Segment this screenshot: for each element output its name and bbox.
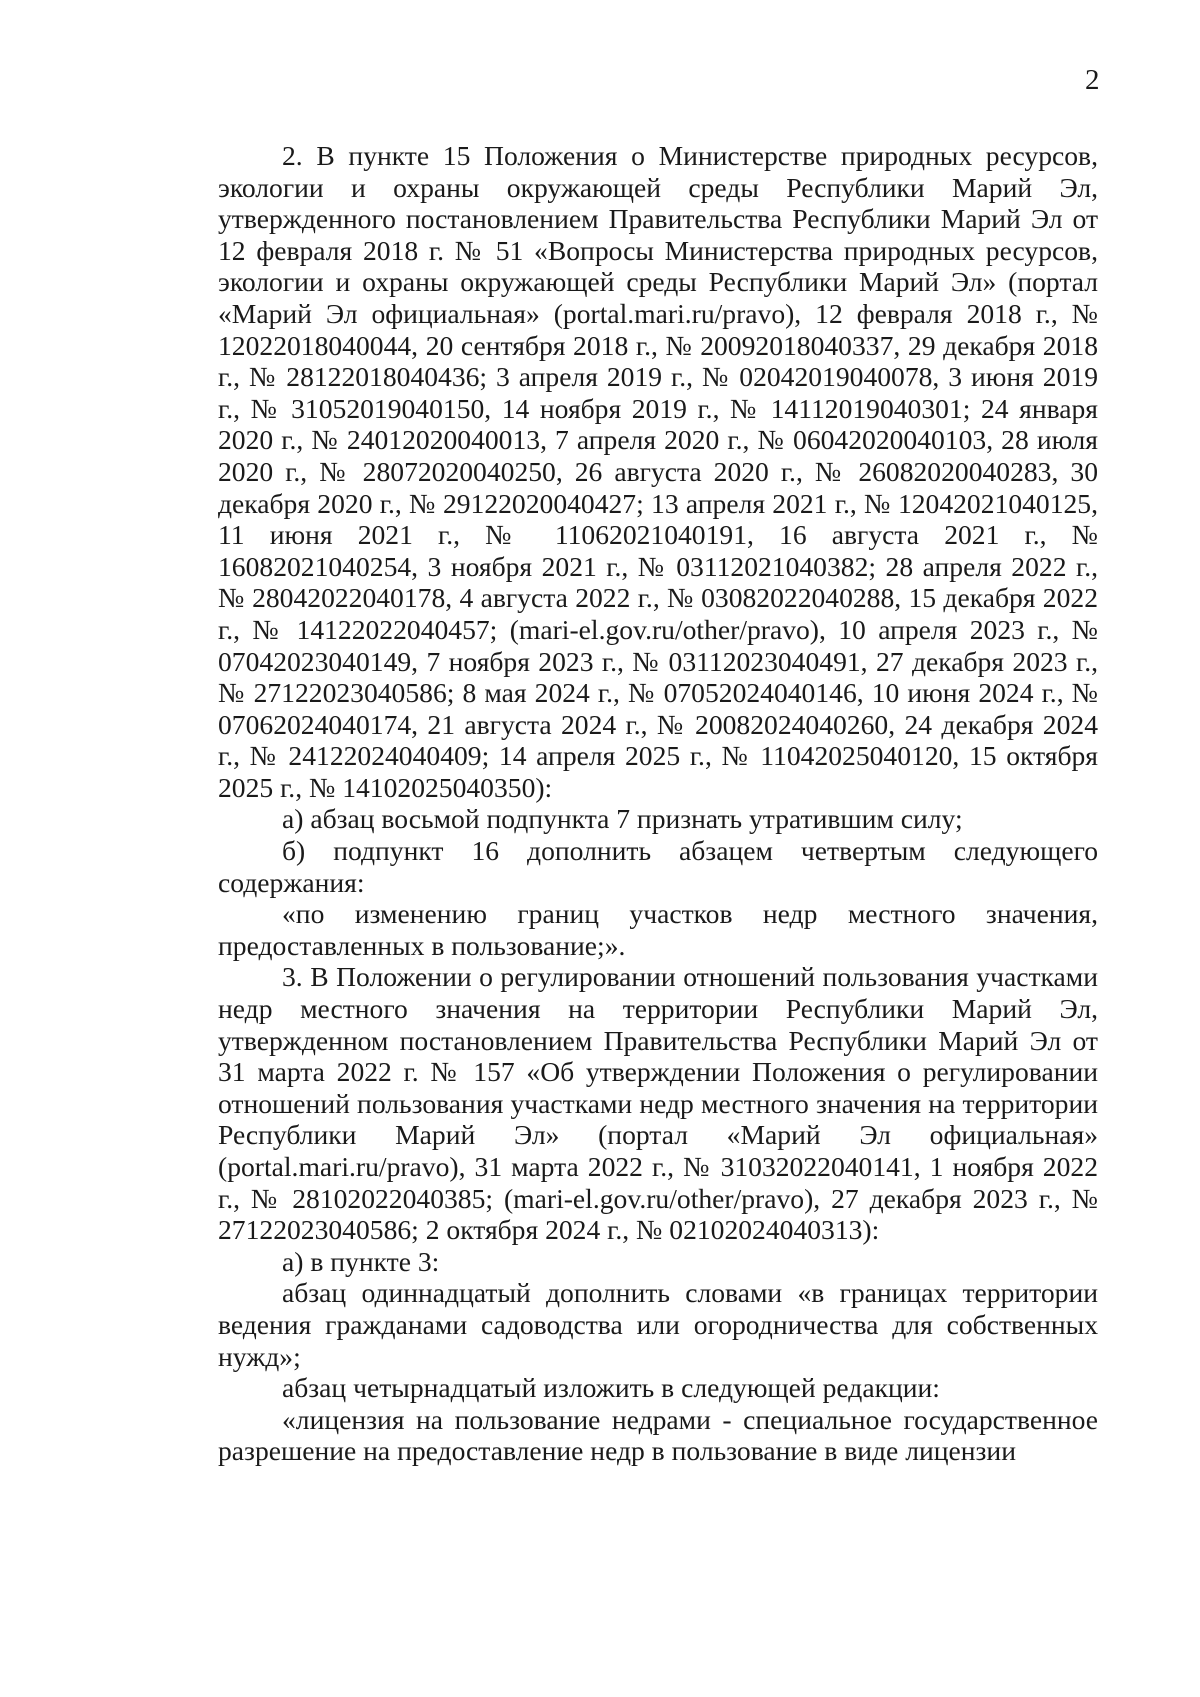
paragraph-fourteenth-amendment: абзац четырнадцатый изложить в следующей редакции: <box>282 1372 940 1404</box>
license-definition: «лицензия на пользование недрами - специальное государственное разрешение на предоставление недр в пользование в виде лицензии <box>218 1403 1098 1467</box>
paragraph-eleventh-amendment: абзац одиннадцатый дополнить словами «в границах территории ведения гражданами садоводства или огородничества для собственных нужд»; <box>218 1277 1098 1372</box>
document-body <box>218 140 1098 1467</box>
subitem-a-point-3: а) в пункте 3: <box>282 1245 440 1277</box>
paragraph-item-3: 3. В Положении о регулировании отношений пользования участками недр местного значения на территории Республики Марий Эл, утвержденном постановлением Правительства Республики Марий Эл от 31 марта 2022 г. № 157 «Об утверждении Положения о регулировании отношений пользования участками недр местного значения на территории Республики Марий Эл» (портал «Марий Эл официальная» (portal.mari.ru/pravo), 31 марта 2022 г., № 31032022040141, 1 ноября 2022 г., № 28102022040385; (mari-el.gov.ru/other/pravo), 27 декабря 2023 г., № 27122023040586; 2 октября 2024 г., № 02102024040313): <box>218 961 1098 1246</box>
subitem-a: а) абзац восьмой подпункта 7 признать утратившим силу; <box>282 803 963 835</box>
quoted-text: «по изменению границ участков недр местного значения, предоставленных в пользование;». <box>218 898 1098 961</box>
paragraph-item-2: 2. В пункте 15 Положения о Министерстве природных ресурсов, экологии и охраны окружающей среды Республики Марий Эл, утвержденного постановлением Правительства Республики Марий Эл от 12 февраля 2018 г. № 51 «Вопросы Министерства природных ресурсов, экологии и охраны окружающей среды Республики Марий Эл» (портал «Марий Эл официальная» (portal.mari.ru/pravo), 12 февраля 2018 г., № 12022018040044, 20 сентября 2018 г., № 20092018040337, 29 декабря 2018 г., № 28122018040436; 3 апреля 2019 г., № 02042019040078, 3 июня 2019 г., № 31052019040150, 14 ноября 2019 г., № 14112019040301; 24 января 2020 г., № 24012020040013, 7 апреля 2020 г., № 06042020040103, 28 июля 2020 г., № 28072020040250, 26 августа 2020 г., № 26082020040283, 30 декабря 2020 г., № 29122020040427; 13 апреля 2021 г., № 12042021040125, 11 июня 2021 г., № 11062021040191, 16 августа 2021 г., № 16082021040254, 3 ноября 2021 г., № 03112021040382; 28 апреля 2022 г., № 28042022040178, 4 августа 2022 г., № 03082022040288, 15 декабря 2022 г., № 14122022040457; (mari-el.gov.ru/other/pravo), 10 апреля 2023 г., № 07042023040149, 7 ноября 2023 г., № 03112023040491, 27 декабря 2023 г., № 27122023040586; 8 мая 2024 г., № 07052024040146, 10 июня 2024 г., № 07062024040174, 21 августа 2024 г., № 20082024040260, 24 декабря 2024 г., № 24122024040409; 14 апреля 2025 г., № 11042025040120, 15 октября 2025 г., № 14102025040350): <box>218 140 1098 803</box>
subitem-b: б) подпункт 16 дополнить абзацем четвертым следующего содержания: <box>218 835 1098 898</box>
page-number: 2 <box>1085 64 1100 96</box>
